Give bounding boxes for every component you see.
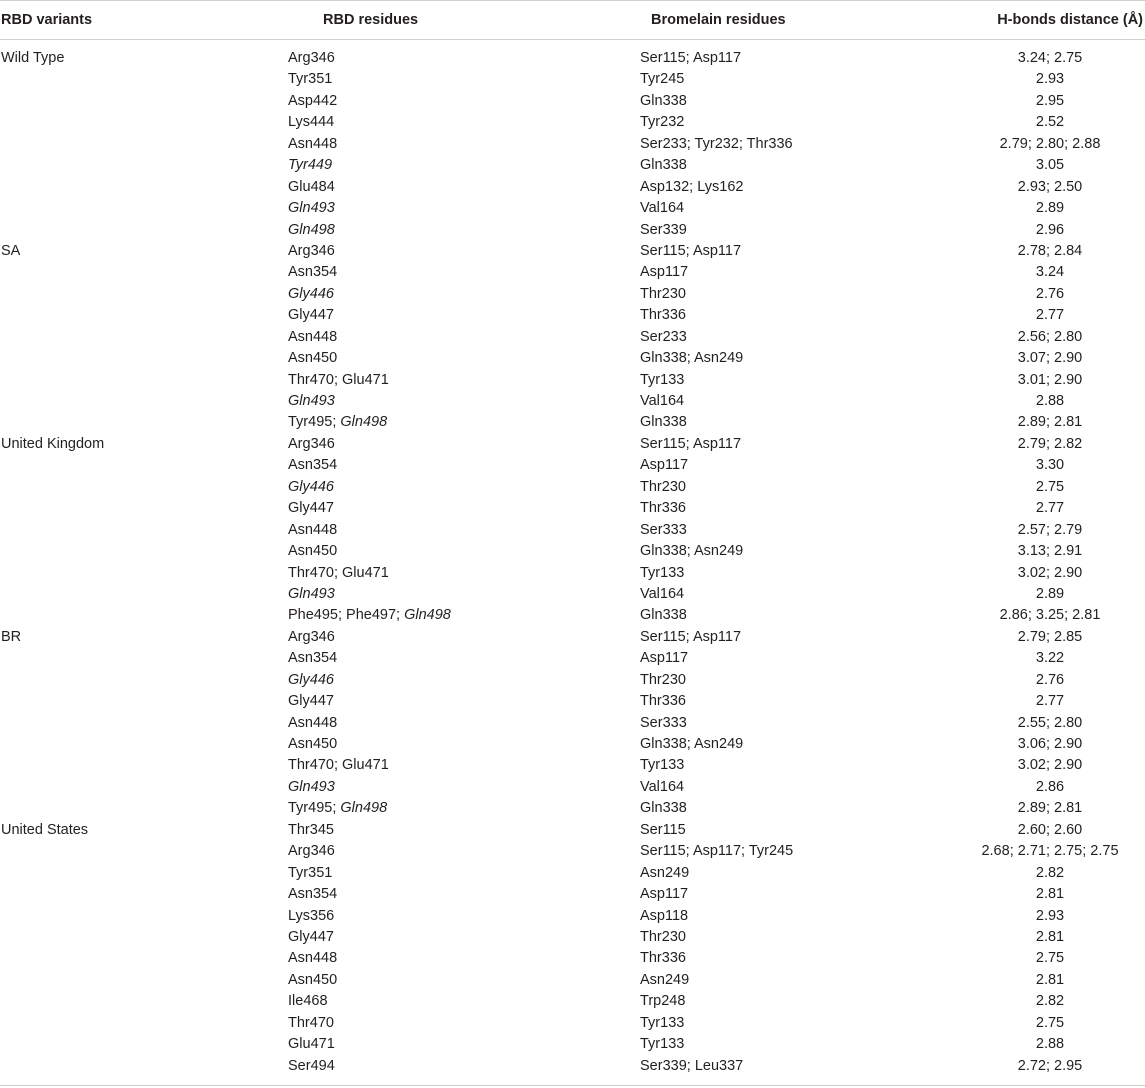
cell-bromelain-residues: Tyr133 bbox=[640, 1036, 685, 1053]
cell-bromelain-residues: Val164 bbox=[640, 778, 685, 795]
table-body bbox=[0, 48, 1145, 1077]
cell-rbd-residues bbox=[288, 434, 335, 455]
rbd-residue-text: Ile468 bbox=[288, 993, 328, 1010]
cell-rbd-residues bbox=[288, 48, 335, 69]
cell-rbd-residues bbox=[288, 863, 332, 884]
cell-hbond-distance: 2.56; 2.80 bbox=[1017, 328, 1083, 345]
rbd-residue-text: Thr345 bbox=[288, 821, 334, 838]
rbd-residue-text: Gln493 bbox=[288, 778, 335, 795]
rbd-residue-text: Thr470; Glu471 bbox=[288, 757, 389, 774]
cell-bromelain-residues: Asp118 bbox=[640, 907, 689, 924]
cell-hbond-distance: 3.06; 2.90 bbox=[1017, 736, 1083, 752]
table-row bbox=[0, 627, 1145, 648]
rbd-residue-text: Glu484 bbox=[288, 178, 335, 195]
rbd-residue-text: Asn448 bbox=[288, 521, 338, 538]
rbd-residue-text: Asn450 bbox=[288, 543, 338, 560]
cell-bromelain-residues: Thr336 bbox=[640, 950, 686, 967]
table-row bbox=[0, 820, 1145, 841]
cell-rbd-residues bbox=[288, 841, 335, 862]
cell-rbd-residues bbox=[288, 284, 334, 305]
rbd-residue-text: Gln493 bbox=[288, 200, 335, 217]
cell-bromelain-residues: Asn249 bbox=[640, 971, 690, 988]
table-row bbox=[0, 520, 1145, 541]
cell-bromelain-residues: Ser339 bbox=[640, 221, 687, 238]
cell-bromelain-residues: Ser115; Asp117 bbox=[640, 628, 742, 645]
rbd-residue-text: Asn354 bbox=[288, 650, 338, 667]
rbd-residue-text: Tyr351 bbox=[288, 71, 333, 88]
cell-hbond-distance: 2.52 bbox=[1035, 114, 1065, 131]
table-row bbox=[0, 691, 1145, 712]
cell-bromelain-residues: Asp117 bbox=[640, 264, 689, 281]
table-row bbox=[0, 327, 1145, 348]
cell-hbond-distance: 2.77 bbox=[1035, 693, 1065, 710]
cell-bromelain-residues: Ser339; Leu337 bbox=[640, 1057, 744, 1074]
cell-rbd-residues bbox=[288, 991, 328, 1012]
cell-hbond-distance: 2.95 bbox=[1035, 92, 1065, 109]
cell-bromelain-residues: Asp132; Lys162 bbox=[640, 178, 744, 195]
table-row bbox=[0, 906, 1145, 927]
cell-bromelain-residues: Thr230 bbox=[640, 928, 686, 945]
rbd-residue-text: Asn450 bbox=[288, 971, 338, 988]
table-row bbox=[0, 498, 1145, 519]
cell-rbd-residues bbox=[288, 734, 337, 755]
cell-hbond-distance: 2.96 bbox=[1035, 221, 1065, 238]
header-rbd-residues: RBD residues bbox=[323, 12, 419, 28]
cell-bromelain-residues: Tyr133 bbox=[640, 371, 685, 388]
rbd-residue-text: Asn448 bbox=[288, 135, 338, 152]
cell-rbd-residues bbox=[288, 563, 389, 584]
rbd-residue-text: Gly447 bbox=[288, 693, 334, 710]
cell-hbond-distance: 2.89 bbox=[1035, 585, 1065, 602]
rbd-residue-text: Arg346 bbox=[288, 50, 335, 66]
cell-bromelain-residues: Thr336 bbox=[640, 500, 686, 517]
cell-rbd-residues bbox=[288, 327, 337, 348]
cell-bromelain-residues: Ser115 bbox=[640, 821, 686, 838]
table-row bbox=[0, 305, 1145, 326]
cell-bromelain-residues: Ser233; Tyr232; Thr336 bbox=[640, 135, 793, 152]
cell-hbond-distance: 2.81 bbox=[1035, 971, 1065, 988]
table-row bbox=[0, 584, 1145, 605]
cell-variant: SA bbox=[1, 242, 21, 259]
table-row bbox=[0, 927, 1145, 948]
table-row bbox=[0, 648, 1145, 669]
table-row bbox=[0, 755, 1145, 776]
rbd-residue-text: Thr470 bbox=[288, 1014, 334, 1031]
cell-rbd-residues bbox=[288, 155, 332, 176]
cell-rbd-residues bbox=[288, 798, 387, 819]
cell-rbd-residues bbox=[288, 1013, 334, 1034]
cell-hbond-distance: 3.02; 2.90 bbox=[1017, 757, 1083, 774]
cell-rbd-residues bbox=[288, 970, 337, 991]
cell-bromelain-residues: Asp117 bbox=[640, 457, 689, 474]
cell-hbond-distance: 2.88 bbox=[1035, 393, 1065, 409]
cell-bromelain-residues: Gln338 bbox=[640, 92, 687, 109]
rbd-residue-text: Ser494 bbox=[288, 1057, 335, 1074]
table-row bbox=[0, 69, 1145, 90]
table-row bbox=[0, 777, 1145, 798]
cell-bromelain-residues: Tyr133 bbox=[640, 1014, 685, 1031]
cell-bromelain-residues: Gln338 bbox=[640, 414, 687, 431]
cell-bromelain-residues: Asp117 bbox=[640, 650, 689, 667]
rbd-residue-text: Tyr495; bbox=[288, 414, 341, 431]
cell-hbond-distance: 3.30 bbox=[1035, 457, 1065, 474]
rbd-residue-text: Asn448 bbox=[288, 328, 338, 345]
cell-bromelain-residues: Asp117 bbox=[640, 886, 689, 903]
cell-hbond-distance: 2.75 bbox=[1035, 1014, 1065, 1031]
cell-bromelain-residues: Ser333 bbox=[640, 521, 687, 538]
table-row bbox=[0, 798, 1145, 819]
rbd-residue-text: Gly446 bbox=[288, 671, 334, 688]
cell-hbond-distance: 2.76 bbox=[1035, 671, 1065, 688]
table-row bbox=[0, 177, 1145, 198]
cell-hbond-distance: 2.82 bbox=[1035, 864, 1065, 881]
cell-hbond-distance: 3.02; 2.90 bbox=[1017, 564, 1083, 581]
cell-hbond-distance: 3.01; 2.90 bbox=[1017, 371, 1083, 388]
cell-hbond-distance: 2.60; 2.60 bbox=[1017, 821, 1083, 838]
cell-rbd-residues bbox=[288, 713, 337, 734]
table-row bbox=[0, 455, 1145, 476]
cell-rbd-residues bbox=[288, 241, 335, 262]
rbd-residue-text: Thr470; Glu471 bbox=[288, 371, 389, 388]
cell-variant: BR bbox=[1, 628, 22, 645]
table-row bbox=[0, 863, 1145, 884]
cell-hbond-distance: 3.22 bbox=[1035, 650, 1065, 667]
table-row bbox=[0, 198, 1145, 219]
cell-rbd-residues bbox=[288, 884, 337, 905]
cell-rbd-residues bbox=[288, 648, 337, 669]
rbd-residue-text: Phe495; Phe497; bbox=[288, 607, 405, 624]
rbd-residue-text: Gln493 bbox=[288, 393, 335, 409]
cell-bromelain-residues: Val164 bbox=[640, 393, 685, 409]
cell-rbd-residues bbox=[288, 605, 451, 626]
cell-rbd-residues bbox=[288, 584, 335, 605]
cell-bromelain-residues: Thr336 bbox=[640, 693, 686, 710]
rbd-residue-text: Glu471 bbox=[288, 1036, 335, 1053]
cell-hbond-distance: 2.77 bbox=[1035, 307, 1065, 324]
rbd-residue-text: Tyr449 bbox=[288, 157, 333, 174]
cell-rbd-residues bbox=[288, 69, 332, 90]
cell-hbond-distance: 2.79; 2.85 bbox=[1017, 628, 1083, 645]
table-row bbox=[0, 91, 1145, 112]
cell-hbond-distance: 2.77 bbox=[1035, 500, 1065, 517]
cell-bromelain-residues: Trp248 bbox=[640, 993, 686, 1010]
cell-bromelain-residues: Ser115; Asp117 bbox=[640, 50, 742, 66]
table-row bbox=[0, 241, 1145, 262]
cell-rbd-residues bbox=[288, 906, 334, 927]
cell-rbd-residues bbox=[288, 498, 334, 519]
cell-variant: United States bbox=[1, 821, 89, 838]
cell-hbond-distance: 2.82 bbox=[1035, 993, 1065, 1010]
cell-rbd-residues bbox=[288, 755, 389, 776]
cell-rbd-residues bbox=[288, 198, 335, 219]
cell-bromelain-residues: Ser115; Asp117 bbox=[640, 435, 742, 452]
rbd-residue-text: Gln498 bbox=[340, 800, 388, 817]
rbd-residue-text: Asn354 bbox=[288, 457, 338, 474]
rbd-residue-text: Lys356 bbox=[288, 907, 335, 924]
rbd-residue-text: Arg346 bbox=[288, 628, 335, 645]
cell-hbond-distance: 2.86 bbox=[1035, 778, 1065, 795]
cell-bromelain-residues: Gln338; Asn249 bbox=[640, 543, 744, 560]
cell-bromelain-residues: Tyr245 bbox=[640, 71, 685, 88]
cell-bromelain-residues: Gln338; Asn249 bbox=[640, 350, 744, 367]
cell-rbd-residues bbox=[288, 177, 335, 198]
rbd-residue-text: Gly447 bbox=[288, 307, 334, 324]
table-row bbox=[0, 284, 1145, 305]
cell-bromelain-residues: Tyr133 bbox=[640, 564, 685, 581]
cell-hbond-distance: 2.81 bbox=[1035, 928, 1065, 945]
cell-rbd-residues bbox=[288, 820, 334, 841]
cell-hbond-distance: 2.93 bbox=[1035, 71, 1065, 88]
cell-rbd-residues bbox=[288, 112, 334, 133]
table-row bbox=[0, 670, 1145, 691]
cell-bromelain-residues: Thr230 bbox=[640, 671, 686, 688]
table-row bbox=[0, 134, 1145, 155]
table-header-rule bbox=[0, 39, 1145, 40]
rbd-residue-text: Gln498 bbox=[288, 221, 335, 238]
rbd-residue-text: Asn448 bbox=[288, 950, 338, 967]
table-top-rule bbox=[0, 0, 1145, 1]
cell-bromelain-residues: Thr336 bbox=[640, 307, 686, 324]
cell-hbond-distance: 2.72; 2.95 bbox=[1017, 1057, 1083, 1074]
cell-rbd-residues bbox=[288, 477, 334, 498]
rbd-residue-text: Gln498 bbox=[404, 607, 451, 624]
cell-hbond-distance: 2.57; 2.79 bbox=[1017, 521, 1083, 538]
table-bottom-rule bbox=[0, 1085, 1145, 1086]
cell-rbd-residues bbox=[288, 134, 337, 155]
cell-bromelain-residues: Val164 bbox=[640, 585, 685, 602]
rbd-residue-text: Asn354 bbox=[288, 886, 338, 903]
table-row bbox=[0, 605, 1145, 626]
cell-hbond-distance: 2.93 bbox=[1035, 907, 1065, 924]
cell-rbd-residues bbox=[288, 370, 389, 391]
rbd-residue-text: Gly446 bbox=[288, 478, 334, 495]
cell-hbond-distance: 2.89 bbox=[1035, 200, 1065, 217]
cell-rbd-residues bbox=[288, 541, 337, 562]
rbd-residue-text: Gly447 bbox=[288, 928, 334, 945]
cell-variant: United Kingdom bbox=[1, 435, 105, 452]
rbd-residue-text: Asp442 bbox=[288, 92, 338, 109]
cell-rbd-residues bbox=[288, 691, 334, 712]
table-row bbox=[0, 713, 1145, 734]
cell-bromelain-residues: Val164 bbox=[640, 200, 685, 217]
header-rbd-variants: RBD variants bbox=[1, 12, 93, 28]
table-row bbox=[0, 541, 1145, 562]
header-hbond-distance: H-bonds distance (Å) bbox=[997, 12, 1143, 28]
rbd-residue-text: Lys444 bbox=[288, 114, 335, 131]
cell-rbd-residues bbox=[288, 777, 335, 798]
cell-hbond-distance: 3.13; 2.91 bbox=[1017, 543, 1083, 560]
cell-hbond-distance: 3.05 bbox=[1035, 157, 1065, 174]
rbd-residue-text: Arg346 bbox=[288, 435, 335, 452]
cell-rbd-residues bbox=[288, 220, 335, 241]
cell-bromelain-residues: Thr230 bbox=[640, 285, 686, 302]
table-row bbox=[0, 884, 1145, 905]
cell-rbd-residues bbox=[288, 262, 337, 283]
cell-hbond-distance: 3.07; 2.90 bbox=[1017, 350, 1083, 367]
table-row bbox=[0, 48, 1145, 69]
table-row bbox=[0, 391, 1145, 412]
rbd-residue-text: Gln498 bbox=[340, 414, 388, 431]
table-row bbox=[0, 970, 1145, 991]
cell-bromelain-residues: Ser233 bbox=[640, 328, 687, 345]
cell-rbd-residues bbox=[288, 927, 334, 948]
cell-rbd-residues bbox=[288, 305, 334, 326]
header-bromelain-residues: Bromelain residues bbox=[651, 12, 786, 28]
rbd-residue-text: Thr470; Glu471 bbox=[288, 564, 389, 581]
cell-rbd-residues bbox=[288, 520, 337, 541]
cell-rbd-residues bbox=[288, 348, 337, 369]
rbd-residue-text: Asn450 bbox=[288, 350, 338, 367]
cell-hbond-distance: 2.55; 2.80 bbox=[1017, 714, 1083, 731]
cell-bromelain-residues: Ser333 bbox=[640, 714, 687, 731]
cell-bromelain-residues: Ser115; Asp117; Tyr245 bbox=[640, 843, 794, 860]
cell-bromelain-residues: Ser115; Asp117 bbox=[640, 242, 742, 259]
rbd-residue-text: Tyr495; bbox=[288, 800, 341, 817]
table-row bbox=[0, 370, 1145, 391]
table-row bbox=[0, 434, 1145, 455]
table-row bbox=[0, 155, 1145, 176]
cell-variant: Wild Type bbox=[1, 50, 65, 66]
cell-bromelain-residues: Tyr232 bbox=[640, 114, 685, 131]
cell-hbond-distance: 3.24 bbox=[1035, 264, 1065, 281]
rbd-residue-text: Asn448 bbox=[288, 714, 338, 731]
table-row bbox=[0, 220, 1145, 241]
cell-hbond-distance: 2.89; 2.81 bbox=[1017, 414, 1083, 431]
cell-rbd-residues bbox=[288, 91, 337, 112]
rbd-residue-text: Gly447 bbox=[288, 500, 334, 517]
table-row bbox=[0, 112, 1145, 133]
cell-bromelain-residues: Gln338; Asn249 bbox=[640, 736, 744, 752]
rbd-residue-text: Arg346 bbox=[288, 843, 335, 860]
cell-hbond-distance: 2.88 bbox=[1035, 1036, 1065, 1053]
cell-bromelain-residues: Tyr133 bbox=[640, 757, 685, 774]
table-row bbox=[0, 412, 1145, 433]
cell-hbond-distance: 2.93; 2.50 bbox=[1017, 178, 1083, 195]
cell-hbond-distance: 2.81 bbox=[1035, 886, 1065, 903]
table-row bbox=[0, 1034, 1145, 1055]
rbd-residue-text: Gln493 bbox=[288, 585, 335, 602]
rbd-residue-text: Tyr351 bbox=[288, 864, 333, 881]
rbd-residue-text: Asn450 bbox=[288, 736, 338, 752]
table-row bbox=[0, 948, 1145, 969]
cell-rbd-residues bbox=[288, 1034, 335, 1055]
table-row bbox=[0, 734, 1145, 755]
cell-hbond-distance: 2.89; 2.81 bbox=[1017, 800, 1083, 817]
cell-bromelain-residues: Thr230 bbox=[640, 478, 686, 495]
cell-bromelain-residues: Asn249 bbox=[640, 864, 690, 881]
cell-bromelain-residues: Gln338 bbox=[640, 800, 687, 817]
table-row bbox=[0, 1013, 1145, 1034]
cell-hbond-distance: 2.68; 2.71; 2.75; 2.75 bbox=[981, 843, 1119, 860]
cell-rbd-residues bbox=[288, 627, 335, 648]
cell-rbd-residues bbox=[288, 948, 337, 969]
cell-bromelain-residues: Gln338 bbox=[640, 607, 687, 624]
table-row bbox=[0, 262, 1145, 283]
cell-hbond-distance: 2.79; 2.82 bbox=[1017, 435, 1083, 452]
cell-hbond-distance: 2.75 bbox=[1035, 478, 1065, 495]
table-row bbox=[0, 841, 1145, 862]
cell-hbond-distance: 2.86; 3.25; 2.81 bbox=[999, 607, 1101, 624]
cell-rbd-residues bbox=[288, 412, 387, 433]
table-row bbox=[0, 563, 1145, 584]
table-row bbox=[0, 991, 1145, 1012]
table-row bbox=[0, 348, 1145, 369]
cell-rbd-residues bbox=[288, 670, 334, 691]
cell-hbond-distance: 2.75 bbox=[1035, 950, 1065, 967]
cell-rbd-residues bbox=[288, 391, 335, 412]
cell-hbond-distance: 2.76 bbox=[1035, 285, 1065, 302]
rbd-residue-text: Arg346 bbox=[288, 242, 335, 259]
rbd-residue-text: Asn354 bbox=[288, 264, 338, 281]
table-row bbox=[0, 1056, 1145, 1077]
cell-hbond-distance: 3.24; 2.75 bbox=[1017, 50, 1083, 66]
cell-rbd-residues bbox=[288, 455, 337, 476]
cell-bromelain-residues: Gln338 bbox=[640, 157, 687, 174]
cell-rbd-residues bbox=[288, 1056, 335, 1077]
rbd-residue-text: Gly446 bbox=[288, 285, 334, 302]
cell-hbond-distance: 2.78; 2.84 bbox=[1017, 242, 1083, 259]
cell-hbond-distance: 2.79; 2.80; 2.88 bbox=[999, 135, 1101, 152]
table-row bbox=[0, 477, 1145, 498]
